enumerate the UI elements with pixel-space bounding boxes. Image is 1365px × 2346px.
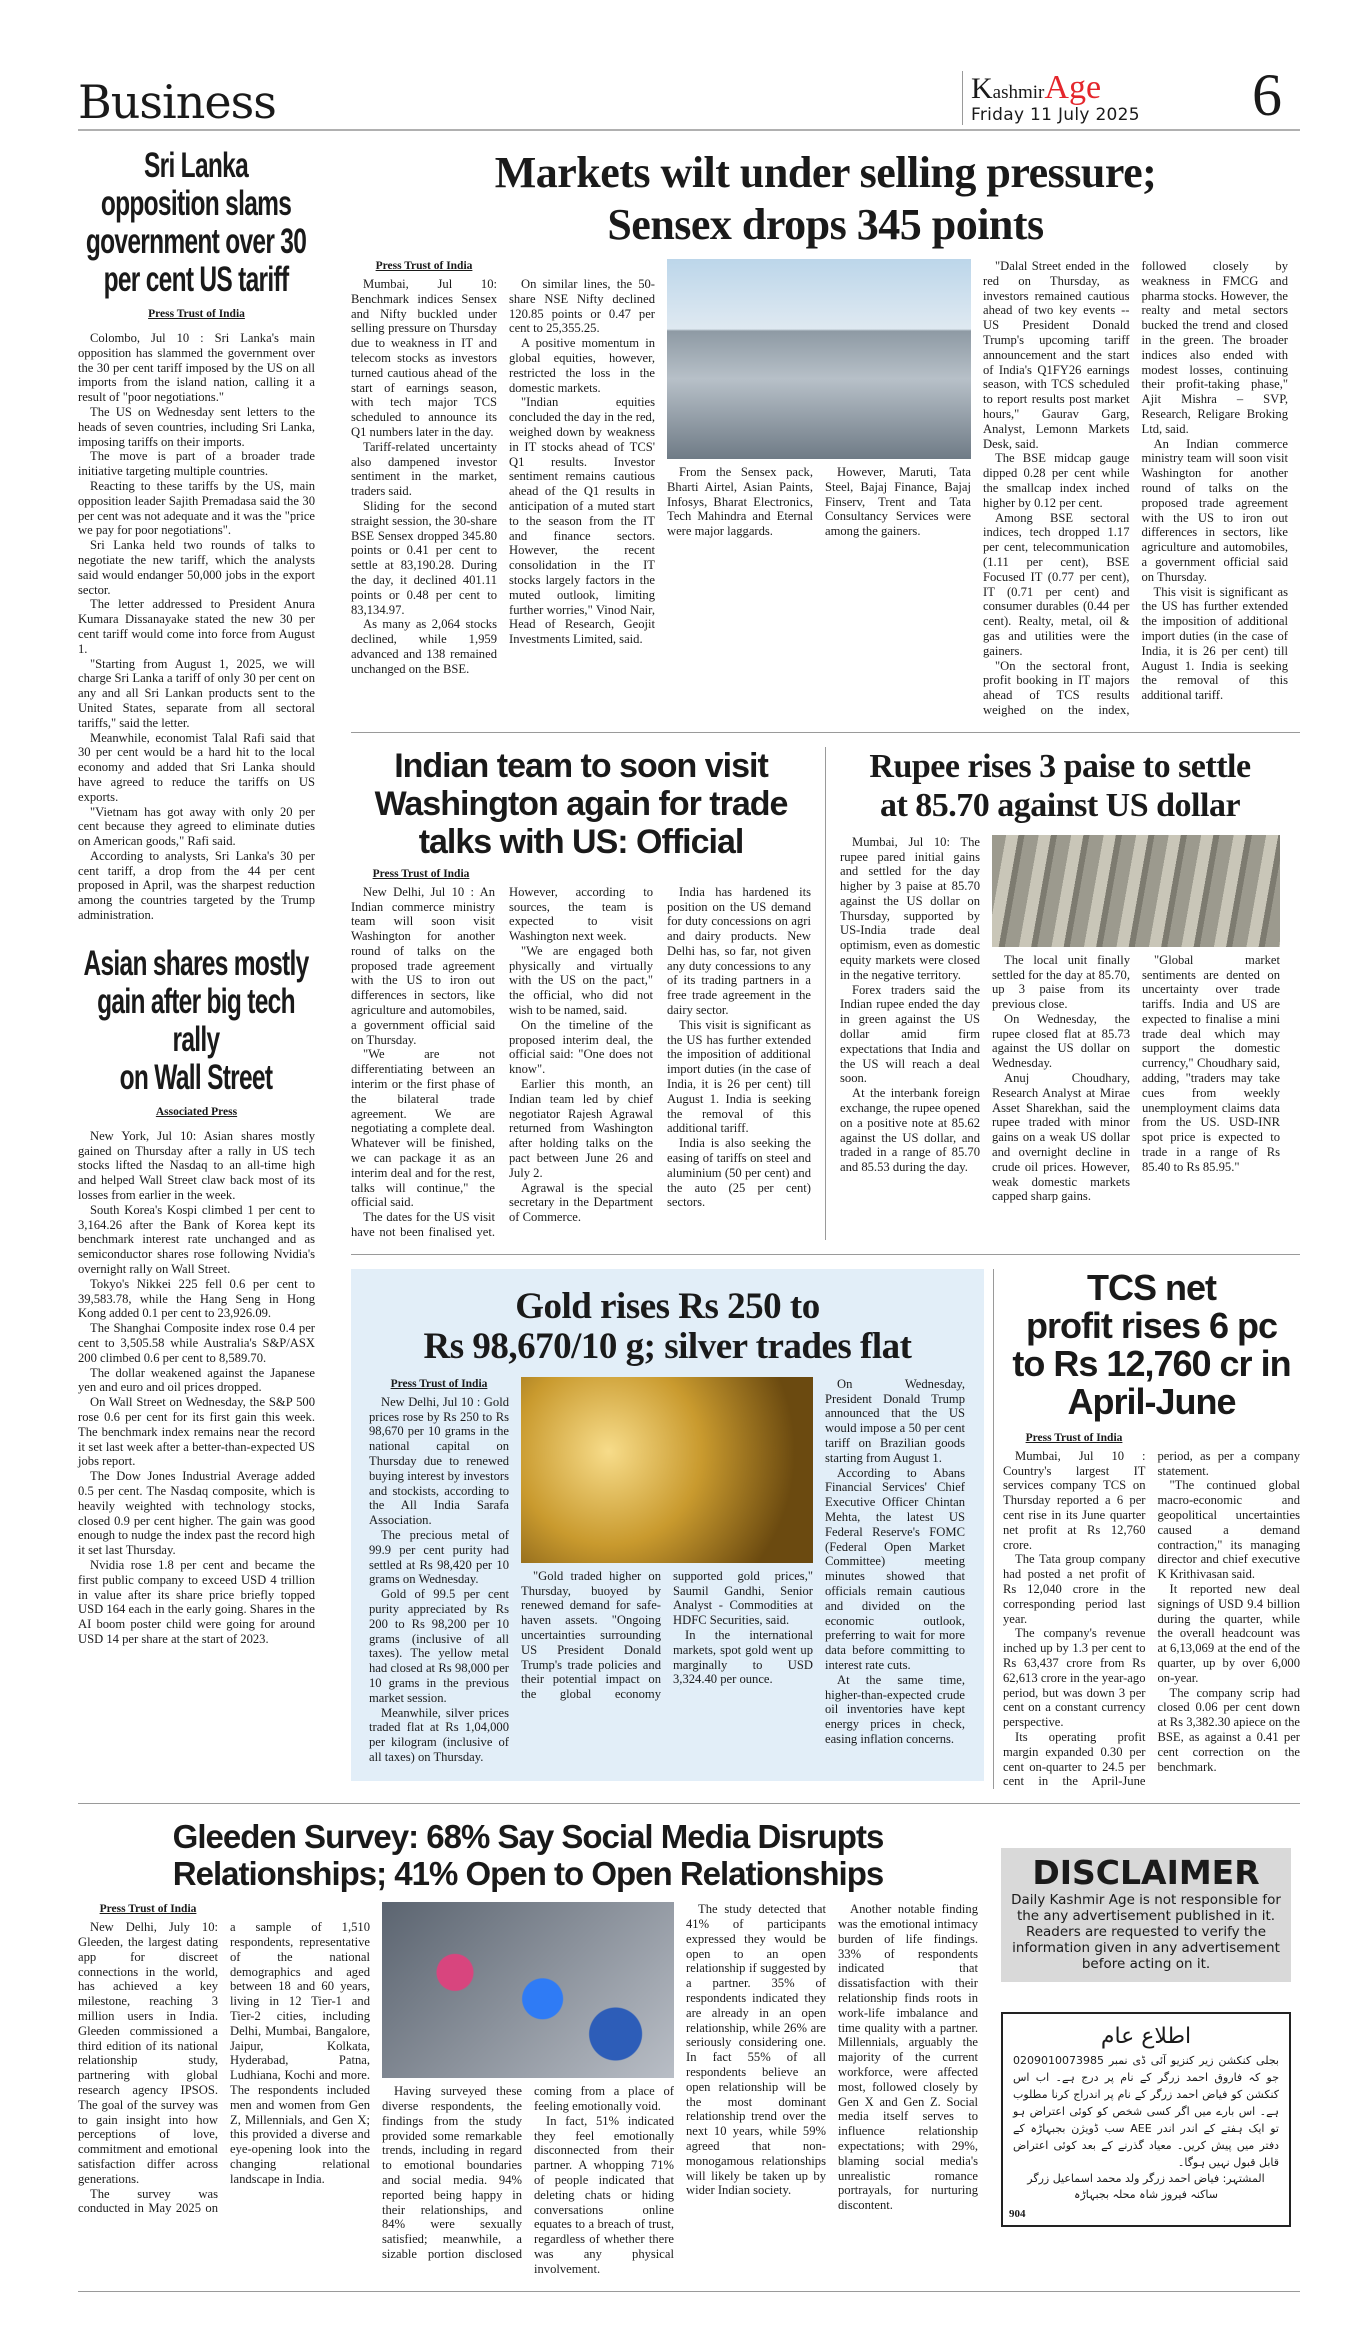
paragraph: An Indian commerce ministry team will soon visit Washington for another round of talks on the proposed trade agreement with the US to iron out differences in sectors, like agriculture and automobiles, a government official said on Thursday. — [1141, 436, 1288, 584]
byline: Press Trust of India — [148, 308, 245, 320]
right-area — [351, 147, 1300, 1789]
paragraph: Nvidia rose 1.8 per cent and became the first public company to exceed USD 4 trillion in value after its share price briefly topped USD 164 each in the early going. Shares in the AI boom poster child were going for around USD 14 per share at the start of 2023. — [78, 1557, 315, 1646]
article-tcs — [1003, 1266, 1300, 1789]
paragraph: Colombo, Jul 10 : Sri Lanka's main opposition has slammed the government over the 30 per cent tariff imposed by the US on all imports from the island nation, calling it a result of "poor negotiations." — [78, 331, 315, 405]
paragraph: As many as 2,064 stocks declined, while 1,959 advanced and 138 remained unchanged on the BSE. — [351, 617, 497, 676]
article-body-middle — [521, 1377, 813, 1702]
disclaimer-title: DISCLAIMER — [1032, 1853, 1260, 1893]
article-body — [78, 1129, 315, 1647]
paragraph: Meanwhile, silver prices traded flat at Rs 1,04,000 per kilogram (inclusive of all taxes) on Thursday. — [369, 1705, 509, 1764]
issue-date: Friday 11 July 2025 — [971, 105, 1140, 125]
headline-line: Relationships; 41% Open to Open Relationships — [172, 1855, 884, 1893]
sidebar — [1001, 1848, 1291, 2227]
notice-number: 904 — [1009, 2208, 1026, 2221]
headline-line: Markets wilt under selling pressure; — [494, 148, 1157, 197]
byline: Press Trust of India — [99, 1903, 197, 1916]
paragraph: Agrawal is the special secretary in the Department of Commerce. — [509, 1180, 653, 1225]
article-body-left — [78, 1902, 370, 2216]
article-body — [667, 465, 971, 539]
paragraph: On similar lines, the 50-share NSE Nifty declined 120.85 points or 0.47 per cent to 25,355.25. — [509, 277, 655, 336]
brand-block — [962, 71, 1252, 125]
paragraph: "Starting from August 1, 2025, we will charge Sri Lanka a tariff of only 30 per cent on any and all Sri Lankan products sent to the United States, separate from all sectoral tariffs," said the letter. — [78, 656, 315, 730]
paragraph: The dollar weakened against the Japanese yen and euro and oil prices dropped. — [78, 1365, 315, 1395]
article-body — [78, 331, 315, 923]
article-body — [1003, 1449, 1300, 1789]
paragraph: In fact, 51% indicated they feel emotionally disconnected from their partner. A whopping 71% of people indicated that deleting chats or hiding conversations online equates to a breach of trust, regardless of whether there was any physical involvement. — [534, 2113, 674, 2276]
article-markets — [351, 147, 1300, 718]
logo-ashmir: ashmir — [992, 82, 1045, 103]
paragraph: The company scrip had closed 0.06 per cent down at Rs 3,382.30 apiece on the BSE, as against a 0.41 per cent correction on the benchmark. — [1157, 1685, 1300, 1774]
paragraph: From the Sensex pack, Bharti Airtel, Asian Paints, Infosys, Bharat Electronics, Tech Mahindra and Eternal were major laggards. — [667, 465, 813, 539]
paragraph: This visit is significant as the US has further extended the imposition of additional import duties (in the case of India, it is 26 per cent) till August 1. India is seeking the removal of this additional tariff. — [667, 1017, 811, 1136]
paragraph: According to analysts, Sri Lanka's 30 per cent tariff, a drop from the 44 per cent proposed in April, was the sharpest reduction among the countries targeted by the Trump administration. — [78, 848, 315, 923]
article-srilanka — [78, 147, 315, 923]
byline: Press Trust of India — [375, 260, 473, 272]
paragraph: "On the sectoral front, profit booking in IT majors ahead of TCS results weighed on the index, followed closely by weakness in FMCG and pharma stocks. However, the realty and metal sectors bucked the trend and closed in the green. The broader indices also ended with modest losses, continuing their profit-taking phase," Ajit Mishra – SVP, Research, Religare Broking Ltd, said. — [983, 259, 1288, 717]
footer-rule — [78, 2291, 1300, 2292]
article-body — [983, 259, 1288, 718]
article-body — [369, 1395, 509, 1765]
byline: Press Trust of India — [390, 1377, 488, 1390]
headline-line: on Wall Street — [119, 1057, 273, 1097]
article-body — [992, 953, 1280, 1205]
disclaimer-text: Daily Kashmir Age is not responsible for the any advertisement published in it. Readers are requested to verify the information given in any advertisement before acting on it. — [1011, 1892, 1281, 1973]
paragraph: Mumbai, Jul 10 : Country's largest IT services company TCS on Thursday reported a 6 per cent rise in its June quarter net profit at Rs 12,760 crore. — [1003, 1448, 1146, 1552]
paragraph: It reported new deal signings of USD 9.4 billion during the quarter, while the overall headcount was at 6,13,069 at the end of the quarter, up by over 6,000 on-year. — [1157, 1582, 1300, 1685]
headline-line: April-June — [1067, 1380, 1236, 1422]
paragraph: This visit is significant as the US has further extended the imposition of additional import duties (in the case of India, it is 26 per cent) till August 1. India is seeking the removal of this additional tariff. — [1141, 584, 1288, 703]
paragraph: Mumbai, Jul 10: The rupee pared initial gains and settled for the day higher by 3 paise at 85.70 against the US dollar on Thursday, supported by US-India trade deal optimism, even as domestic equity markets were closed in the negative territory. — [840, 834, 980, 982]
paragraph: Gold of 99.5 per cent purity appreciated by Rs 200 to Rs 98,200 per 10 grams (inclusive of all taxes). The yellow metal had closed at Rs 98,000 per 10 grams in the previous market session. — [369, 1587, 509, 1705]
paragraph: Mumbai, Jul 10: Benchmark indices Sensex and Nifty buckled under selling pressure on Thursday due to weakness in IT and telecom stocks as investors turned cautious ahead of the start of earnings season, with tech major TCS scheduled to announce its Q1 numbers later in the day. — [351, 277, 497, 439]
headline-line: Washington again for trade — [374, 784, 788, 823]
headline-line: gain after big tech rally — [97, 981, 295, 1059]
paragraph: Another notable finding was the emotional intimacy burden of life findings. 33% of respondents indicated that dissatisfaction with their relationship finds roots in work-life imbalance and time quality with a partner. Millennials, arguably the majority of the current workforce, were affected most, followed closely by Gen X and Gen Z. Social media itself serves to influence relationship expectations; with 29%, blaming social media's unrealistic romance portrayals, for nurturing discontent. — [838, 1902, 978, 2213]
section-rule — [78, 1803, 1300, 1804]
paragraph: "Global market sentiments are dented on uncertainty over trade tariffs. India and US are expected to finalise a mini trade deal which may support the domestic currency," Choudhary said, adding, "traders may take cues from weekly unemployment claims data from the US. USD-INR spot price is expected to trade in a range of Rs 85.40 to Rs 85.95." — [1142, 952, 1280, 1174]
headline-line: government over 30 — [85, 222, 307, 261]
article-columns — [78, 1902, 978, 2276]
row-trade-rupee — [351, 747, 1300, 1240]
article-body — [351, 885, 811, 1240]
article-rupee — [840, 747, 1280, 1205]
section-title: Business — [78, 75, 276, 129]
paragraph: Earlier this month, an Indian team led by chief negotiator Rajesh Agrawal returned from Washington after holding talks on the pact between June 26 and July 2. — [509, 1077, 653, 1180]
paragraph: South Korea's Kospi climbed 1 per cent to 3,164.26 after the Bank of Korea kept its benchmark interest rate unchanged and as semiconductor shares rose following Nvidia's overnight rally on Wall Street. — [78, 1202, 315, 1277]
paragraph: On Wednesday, President Donald Trump announced that the US would impose a 50 per cent tariff on Brazilian goods starting from August 1. — [825, 1376, 965, 1465]
main-area — [78, 147, 1300, 1789]
headline-line: to Rs 12,760 cr in — [1012, 1342, 1291, 1384]
article-body — [382, 2084, 674, 2276]
page-number: 6 — [1252, 62, 1282, 128]
paragraph: "Vietnam has got away with only 20 per cent because they agreed to eliminate duties on American goods," Rafi said. — [78, 804, 315, 849]
paragraph: "The continued global macro-economic and geopolitical uncertainties caused a demand contraction," its managing director and chief executive K Krithivasan said. — [1157, 1478, 1300, 1582]
paragraph: New Delhi, July 10: Gleeden, the largest dating app for discreet connections in the world, has achieved a key milestone, reaching 3 million users in India. Gleeden commissioned a third edition of its national relationship study, partnering with global research agency IPSOS. The goal of the survey was to gain insight into how perceptions of love, commitment and emotional satisfaction differ across generations. — [78, 1920, 218, 2186]
notice-signature: المشتہر: فیاض احمد زرگر ولد محمد اسماعیل زرگر — [1027, 2172, 1265, 2186]
headline — [840, 747, 1280, 825]
paragraph: Among BSE sectoral indices, tech dropped 1.17 per cent, telecommunication (1.11 per cent), BSE Focused IT (0.77 per cent), IT (0.71 per cent) and consumer durables (0.44 per cent). Realty, metal, oil & gas and utilities were the gainers. — [983, 510, 1130, 658]
paragraph: Tokyo's Nikkei 225 fell 0.6 per cent to 39,583.78, while the Hang Seng in Hong Kong added 0.1 per cent to 23,926.09. — [78, 1276, 315, 1321]
section-rule — [351, 732, 1300, 733]
headline — [351, 147, 1300, 251]
article-gleeden — [78, 1818, 978, 2276]
paragraph: The precious metal of 99.9 per cent purity had settled at Rs 98,420 per 10 grams on Wednesday. — [369, 1528, 509, 1587]
headline-line: Gold rises Rs 250 to — [515, 1285, 820, 1327]
notice-address: ساکنہ فیروز شاہ محلہ بجبہاڑہ — [1074, 2188, 1218, 2202]
masthead — [78, 62, 1300, 131]
notice-title: اطلاع عام — [1100, 2024, 1192, 2050]
paragraph: New York, Jul 10: Asian shares mostly gained on Thursday after a rally in US tech stocks lifted the Nasdaq to an all-time high and helped Wall Street claw back most of its losses from earlier in the week. — [78, 1128, 315, 1203]
headline — [351, 747, 811, 861]
headline-line: Sensex drops 345 points — [607, 200, 1044, 249]
paragraph: "We are not differentiating between an interim or the first phase of the bilateral trade agreement. We are negotiating a complete deal. Whatever will be finished, we can package it as an interim deal and for the rest, talks will continue," the official said. — [351, 1047, 495, 1210]
paragraph: A positive momentum in global equities, however, restricted the loss in the domestic markets. — [509, 336, 655, 395]
paragraph: "Gold traded higher on Thursday, buoyed by renewed demand for safe-haven assets. "Ongoing uncertainties surrounding US President Donald Trump's trade policies and their potential impact on the global economy supported gold prices," Saumil Gandhi, Senior Analyst - Commodities at HDFC Securities, said. — [521, 1568, 813, 1702]
headline-line: TCS net — [1086, 1266, 1216, 1308]
article-columns — [840, 835, 1280, 1205]
paragraph: Forex traders said the Indian rupee ended the day in green against the US dollar amid firm expectations that India and the US will reach a deal soon. — [840, 982, 980, 1086]
paragraph: Sri Lanka held two rounds of talks to negotiate the new tariff, which the analysts said would endanger 50,000 jobs in the export sector. — [78, 538, 315, 597]
paragraph: The company's revenue inched up by 1.3 per cent to Rs 63,437 crore from Rs 62,613 crore in the year-ago period, but was down 3 per cent on a constant currency perspective. — [1003, 1626, 1146, 1730]
paragraph: Tariff-related uncertainty also dampened investor sentiment in the market, traders said. — [351, 439, 497, 499]
paragraph: On Wednesday, the rupee closed flat at 85.73 against the US dollar on Wednesday. — [992, 1011, 1130, 1071]
paragraph: The survey was conducted in May 2025 on a sample of 1,510 respondents, representative of the national demographics and aged between 18 and 60 years, living in 12 Tier-1 and Tier-2 cities, including Delhi, Mumbai, Bangalore, Jaipur, Kolkata, Hyderabad, Patna, Ludhiana, Kochi and more. The respondents included men and women from Gen Z, Millennials, and Gen X; this provided a diverse and eye-opening look into the changing relational landscape in India. — [78, 1920, 370, 2216]
paragraph: On Wall Street on Wednesday, the S&P 500 rose 0.6 per cent for its first gain this week. The benchmark index remains near the record it set last week after a better-than-expected US jobs report. — [78, 1395, 315, 1469]
public-notice-ad — [1001, 2012, 1291, 2227]
notice-body: بجلی کنکشن زیر کنزیو آئی ڈی نمبر 0209010073985 جو کہ فاروق احمد زرگر کے نام پر درج ہے۔ اب اس کنکشن کو فیاض احمد زرگر کے نام پر اندراج کرنا مطلوب ہے۔ اس بارے میں اگر کسی شخص کو کوئی اعتراض ہو تو ایک ہفتے کے اندر اندر AEE سب ڈویژن بجبہاڑہ کے دفتر میں پیش کریں۔ معیاد گذرنے کے بعد کوئی اعتراض قابل قبول نہیں ہوگا۔ — [1013, 2054, 1279, 2170]
headline-line: talks with US: Official — [418, 822, 744, 861]
newspaper-logo — [971, 71, 1252, 105]
paragraph: The local unit finally settled for the day at 85.70, up 3 paise from its previous close. — [992, 952, 1130, 1012]
headline-line: Indian team to soon visit — [394, 746, 768, 785]
paragraph: "Indian equities concluded the day in the red, weighed down by weakness in IT stocks ahead of TCS' Q1 results. Investor sentiment remains cautious ahead of the Q1 results in anticipation of a muted start to the season from the IT and finance sectors. However, the recent consolidation in the IT stocks largely factors in the muted outlook, limiting further worries," Vinod Nair, Head of Research, Geojit Investments Limited, said. — [509, 395, 655, 647]
paragraph: The Dow Jones Industrial Average added 0.5 per cent. The Nasdaq composite, which is heavily weighted with technology stocks, closed 0.9 per cent higher. The gain was good enough to nudge the index past the record high it set last Thursday. — [78, 1469, 315, 1558]
article-body — [521, 1569, 813, 1702]
paragraph: "Dalal Street ended in the red on Thursday, as investors remained cautious ahead of two key events -- US President Donald Trump's upcoming tariff announcement and the start of India's Q1FY26 earnings season, with TCS scheduled to report results post market hours," Gaurav Garg, Analyst, Lemonn Markets Desk, said. — [983, 259, 1130, 451]
paragraph: At the same time, higher-than-expected crude oil inventories have kept energy prices in check, easing inflation concerns. — [825, 1672, 965, 1746]
paragraph: New Delhi, Jul 10 : An Indian commerce ministry team will soon visit Washington for another round of talks on the proposed trade agreement with the US to iron out differences in sectors, like agriculture and automobiles, a government official said on Thursday. — [351, 884, 495, 1047]
section-rule — [351, 1254, 1300, 1255]
paragraph: The move is part of a broader trade initiative targeting multiple countries. — [78, 449, 315, 479]
paragraph: According to Abans Financial Services' Chief Executive Officer Chintan Mehta, the latest US Federal Reserve's FOMC (Federal Open Market Committee) meeting minutes showed that officials remain cautious and divided on the economic outlook, preferring to wait for more data before committing to interest rate cuts. — [825, 1465, 965, 1672]
article-body-right — [992, 835, 1280, 1205]
logo-k: K — [971, 72, 993, 105]
headline-line: at 85.70 against US dollar — [879, 786, 1241, 824]
paragraph: Its operating profit margin expanded 0.30 per cent on-quarter to 24.5 per cent in the April-June period, as per a company statement. — [1003, 1448, 1300, 1789]
paragraph: Sliding for the second straight session, the 30-share BSE Sensex dropped 345.80 points or 0.41 per cent to settle at 83,190.28. During the day, it declined 401.11 points or 0.48 per cent to 83,134.97. — [351, 498, 497, 617]
paragraph: The Shanghai Composite index rose 0.4 per cent to 3,505.58 while Australia's S&P/ASX 200 climbed 0.6 per cent to 8,589.70. — [78, 1321, 315, 1365]
paragraph: Anuj Choudhary, Research Analyst at Mirae Asset Sharekhan, said the rupee traded with minor gains on a weak US dollar and overnight decline in crude oil prices. However, weak domestic markets capped sharp gains. — [992, 1071, 1130, 1204]
paragraph: Meanwhile, economist Talal Rafi said that 30 per cent would be a hard hit to the local economy and added that Sri Lanka should have agreed to reduce the tariffs on US exports. — [78, 730, 315, 804]
article-body-left — [351, 259, 655, 677]
headline — [78, 147, 315, 299]
bse-building-photo — [667, 259, 971, 459]
article-body-middle — [667, 259, 971, 539]
column-rule — [825, 747, 826, 1240]
row-gold-tcs — [351, 1266, 1300, 1789]
headline-line: per cent US tariff — [103, 260, 289, 299]
article-body — [351, 277, 655, 677]
headline — [78, 1818, 978, 1892]
article-asian-shares — [78, 945, 315, 1647]
left-column — [78, 147, 315, 1647]
headline-line: Gleeden Survey: 68% Say Social Media Disrupts — [172, 1818, 884, 1856]
headline-line: Rupee rises 3 paise to settle — [869, 747, 1251, 785]
article-body — [840, 835, 980, 1175]
row-bottom — [78, 1818, 1300, 2276]
social-media-apps-photo — [382, 1902, 674, 2078]
paragraph: The dates for the US visit have not been finalised yet. However, according to sources, the team is expected to visit Washington next week. — [351, 884, 653, 1240]
paragraph: The US on Wednesday sent letters to the heads of seven countries, including Sri Lanka, imposing tariffs on their imports. — [78, 404, 315, 449]
article-body-middle — [382, 1902, 674, 2276]
byline: Press Trust of India — [372, 867, 470, 880]
paragraph: India is also seeking the easing of tariffs on steel and aluminium (50 per cent) and the auto (25 per cent) sectors. — [667, 1136, 811, 1210]
paragraph: On the timeline of the proposed interim deal, the official said: "One does not know". — [509, 1017, 653, 1077]
article-body-left — [369, 1377, 509, 1765]
headline-line: Rs 98,670/10 g; silver trades flat — [423, 1325, 912, 1367]
headline — [78, 945, 315, 1097]
paragraph: In the international markets, spot gold went up marginally to USD 3,324.40 per ounce. — [673, 1628, 813, 1687]
paragraph: Reacting to these tariffs by the US, main opposition leader Sajith Premadasa said the 30 per cent was not adequate and it was the "price we pay for poor negotiations". — [78, 478, 315, 538]
headline-line: Sri Lanka — [143, 146, 248, 185]
paragraph: The Tata group company had posted a net profit of Rs 12,040 crore in the corresponding period last year. — [1003, 1552, 1146, 1626]
gold-jewellery-photo — [521, 1377, 813, 1563]
headline-line: Asian shares mostly — [83, 943, 309, 983]
disclaimer-box — [1001, 1848, 1291, 1982]
logo-age: Age — [1044, 69, 1102, 106]
paragraph: At the interbank foreign exchange, the rupee opened on a positive note at 85.62 against the US dollar, and traded in a range of 85.70 and 85.53 during the day. — [840, 1086, 980, 1175]
article-columns — [351, 259, 1300, 718]
paragraph: India has hardened its position on the US demand for duty concessions on agri and dairy products. New Delhi has, so far, not given any duty concessions to any of its trading partners in a free trade agreement in the dairy sector. — [667, 884, 811, 1018]
article-body — [686, 1902, 978, 2213]
byline: Press Trust of India — [1025, 1431, 1123, 1444]
headline — [369, 1287, 966, 1367]
article-gold — [351, 1269, 984, 1781]
article-body — [78, 1920, 370, 2216]
headline-line: opposition slams — [100, 184, 292, 223]
paragraph: New Delhi, Jul 10 : Gold prices rose by Rs 250 to Rs 98,670 per 10 grams in the national capital on Thursday due to renewed buying interest by investors and stockists, according to the All India Sarafa Association. — [369, 1394, 509, 1528]
article-columns — [369, 1377, 966, 1765]
paragraph: Having surveyed these diverse respondents, the findings from the study provided some remarkable trends, including in regard to emotional boundaries and social media. 94% reported being happy in their relationships, and 84% were sexually satisfied; meanwhile, a sizable portion disclosed coming from a place of feeling emotionally void. — [382, 2084, 674, 2261]
paragraph: The study detected that 41% of participants expressed they would be open to an open relationship if suggested by a partner. 35% of respondents indicated they are already in an open relationship, while 26% are seriously considering one. In fact 55% of all respondents believe an open relationship will be the most dominant relationship trend over the next 10 years, while 59% agreed that non-monogamous relationships will likely be taken up by wider Indian society. — [686, 1902, 826, 2198]
paragraph: The BSE midcap gauge dipped 0.28 per cent while the smallcap index inched higher by 0.12 per cent. — [983, 451, 1130, 510]
byline: Associated Press — [155, 1105, 238, 1118]
paragraph: "We are engaged both physically and virtually with the US on the pact," the official, who did not wish to be named, said. — [509, 943, 653, 1018]
paragraph: The letter addressed to President Anura Kumara Dissanayake stated the new 30 per cent tariff would come into force from August 1. — [78, 597, 315, 656]
currency-notes-photo — [992, 835, 1280, 947]
paragraph: However, Maruti, Tata Steel, Bajaj Finance, Bajaj Finserv, Trent and Tata Consultancy Services were among the gainers. — [825, 465, 971, 539]
headline — [1003, 1266, 1300, 1422]
column-rule — [993, 1269, 994, 1789]
article-body — [825, 1377, 965, 1747]
article-indian-team — [351, 747, 811, 1240]
headline-line: profit rises 6 pc — [1025, 1304, 1278, 1346]
